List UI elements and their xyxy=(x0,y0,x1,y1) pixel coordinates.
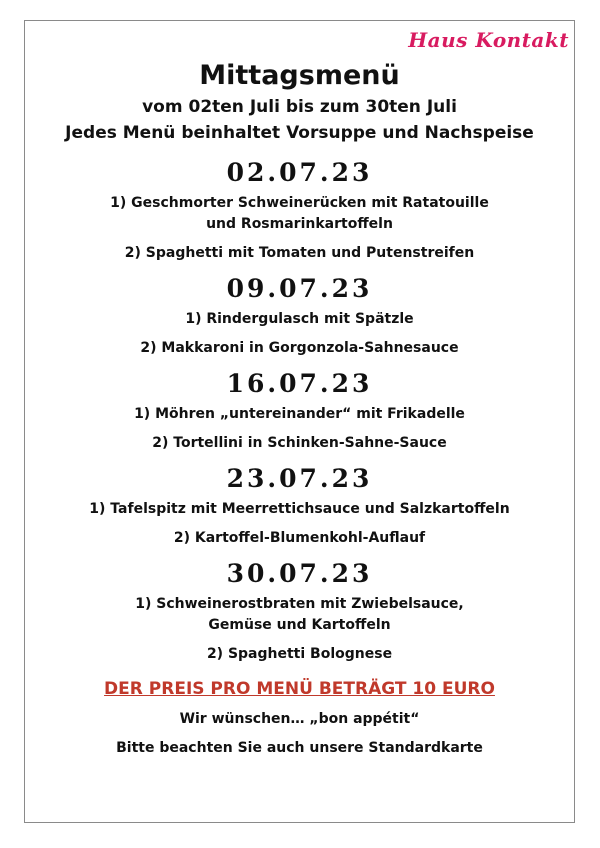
week-date: 16.07.23 xyxy=(226,369,373,398)
dish-1-line-1: 1) Geschmorter Schweinerücken mit Ratatouille xyxy=(110,195,489,211)
haus-kontakt-logo: Haus Kontakt xyxy=(408,28,569,52)
bon-appetit-line: Wir wünschen… „bon appétit“ xyxy=(179,711,420,727)
standard-menu-note: Bitte beachten Sie auch unsere Standardkarte xyxy=(116,740,483,756)
dish-2: 2) Spaghetti mit Tomaten und Putenstreifen xyxy=(124,245,475,261)
week-section-5 xyxy=(24,559,575,665)
dish-2: 2) Makkaroni in Gorgonzola-Sahnesauce xyxy=(140,340,459,356)
week-date: 02.07.23 xyxy=(226,158,373,187)
page-title: Mittagsmenü xyxy=(199,60,400,91)
dish-2: 2) Tortellini in Schinken-Sahne-Sauce xyxy=(152,435,447,451)
menu-includes-subtitle: Jedes Menü beinhaltet Vorsuppe und Nachspeise xyxy=(65,123,534,143)
dish-2: 2) Spaghetti Bolognese xyxy=(206,646,393,662)
dish-1-line-2: Gemüse und Kartoffeln xyxy=(208,617,391,633)
dish-2: 2) Kartoffel-Blumenkohl-Auflauf xyxy=(173,530,426,546)
week-section-1 xyxy=(24,158,575,264)
dish-1: 1) Tafelspitz mit Meerrettichsauce und Salzkartoffeln xyxy=(89,501,510,517)
week-section-2 xyxy=(24,274,575,359)
week-date: 09.07.23 xyxy=(226,274,373,303)
week-section-3 xyxy=(24,369,575,454)
dish-1-line-2: und Rosmarinkartoffeln xyxy=(206,216,393,232)
date-range-subtitle: vom 02ten Juli bis zum 30ten Juli xyxy=(142,97,457,117)
menu-content xyxy=(24,58,575,759)
dish-1: 1) Rindergulasch mit Spätzle xyxy=(185,311,414,327)
price-notice: DER PREIS PRO MENÜ BETRÄGT 10 EURO xyxy=(104,679,495,699)
week-date: 23.07.23 xyxy=(226,464,373,493)
week-section-4 xyxy=(24,464,575,549)
week-date: 30.07.23 xyxy=(226,559,373,588)
dish-1: 1) Möhren „untereinander“ mit Frikadelle xyxy=(134,406,465,422)
dish-1-line-1: 1) Schweinerostbraten mit Zwiebelsauce, xyxy=(135,596,464,612)
